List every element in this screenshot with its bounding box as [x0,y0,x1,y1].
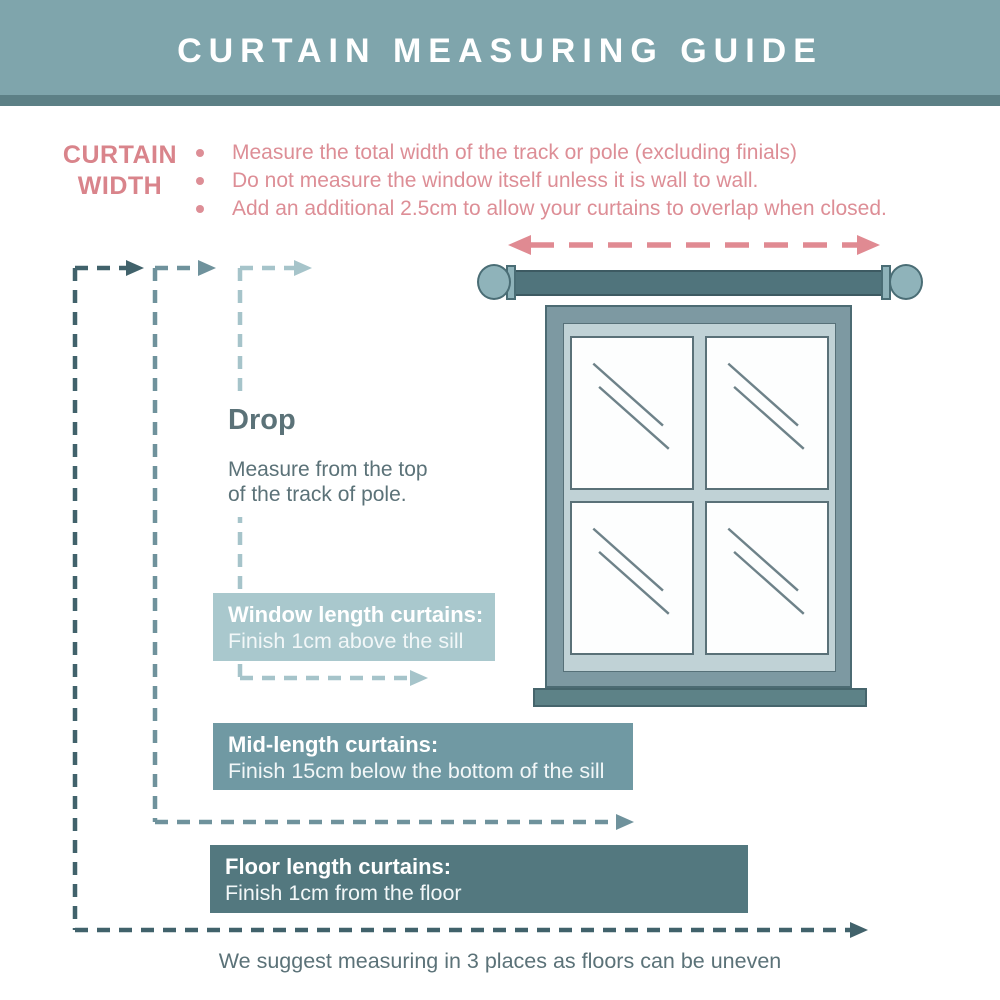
window-length-subtitle: Finish 1cm above the sill [228,629,464,653]
drop-heading: Drop [228,404,296,436]
glass-shine-icon [707,503,827,653]
glass-shine-icon [572,503,692,653]
curtain-width-heading-line1: CURTAIN [62,141,178,169]
curtain-width-heading-line2: WIDTH [77,172,163,200]
bullet-text: Do not measure the window itself unless it is wall to wall. [232,169,759,192]
curtain-width-bullet-list [196,139,986,223]
mid-length-subtitle: Finish 15cm below the bottom of the sill [228,759,605,783]
bullet-dot-icon [196,177,204,185]
page-title: CURTAIN MEASURING GUIDE [177,32,823,70]
bullet-dot-icon [196,149,204,157]
window-pane-bottom-left [570,501,694,655]
window-length-title: Window length curtains: [228,602,484,627]
curtain-width-arrow-icon [508,235,880,255]
bullet-item [196,139,986,167]
bullet-text: Measure the total width of the track or pole (excluding finials) [232,141,797,164]
mid-length-title: Mid-length curtains: [228,732,439,757]
pole-finial-left-icon [477,264,511,300]
curtain-width-heading [50,140,190,202]
bullet-dot-icon [196,205,204,213]
floor-length-subtitle: Finish 1cm from the floor [225,881,462,905]
header-band [0,0,1000,95]
bullet-item [196,195,986,223]
header-accent-strip [0,95,1000,106]
drop-text-line2: of the track of pole. [228,483,407,506]
floor-length-info-box [210,845,748,913]
bullet-item [196,167,986,195]
pole-finial-right-icon [889,264,923,300]
drop-text-line1: Measure from the top [228,458,428,481]
window-pane-top-left [570,336,694,490]
footer-note: We suggest measuring in 3 places as floors can be uneven [218,949,782,973]
window-sill [533,688,867,707]
mid-length-info-box [213,723,633,790]
window-illustration [533,305,867,707]
window-length-info-box [213,593,495,661]
glass-shine-icon [707,338,827,488]
drop-section [222,398,450,517]
window-pane-bottom-right [705,501,829,655]
curtain-pole-icon [513,270,884,296]
floor-length-title: Floor length curtains: [225,854,452,879]
glass-shine-icon [572,338,692,488]
window-pane-top-right [705,336,829,490]
bullet-text: Add an additional 2.5cm to allow your curtains to overlap when closed. [232,197,887,220]
